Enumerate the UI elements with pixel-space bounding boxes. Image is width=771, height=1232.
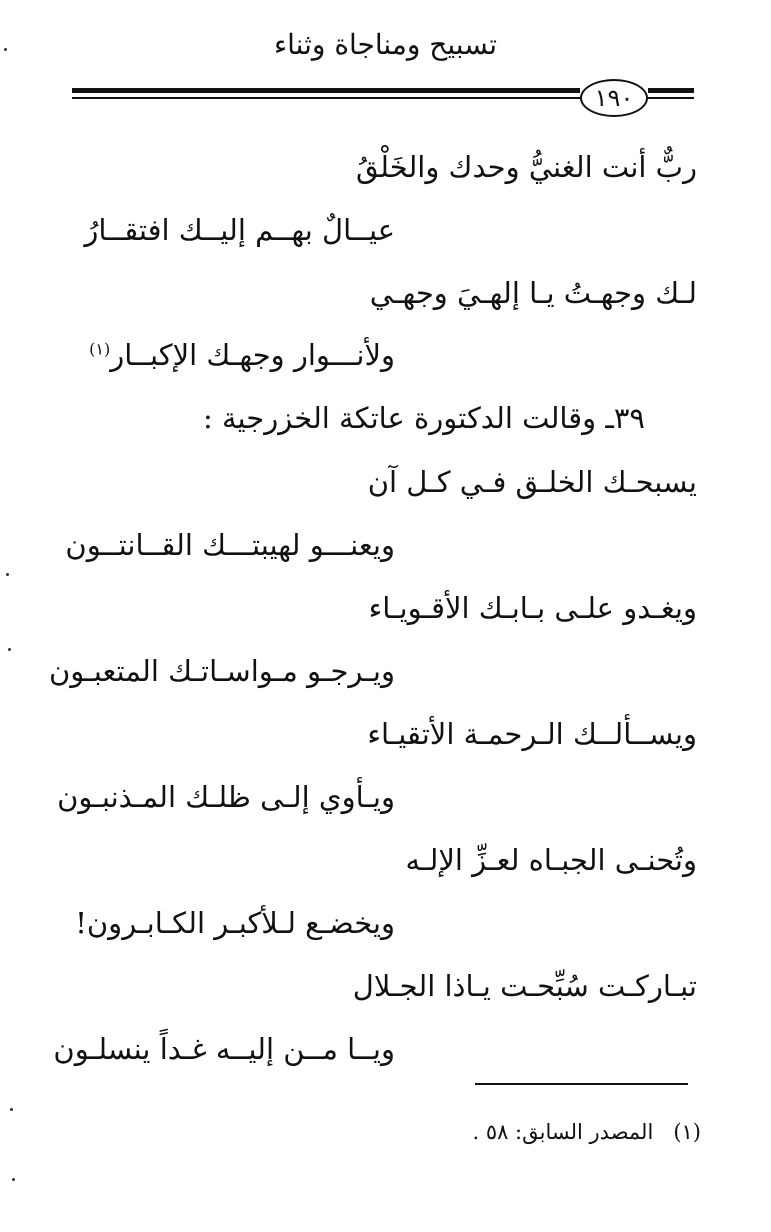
scan-speck: [8, 648, 11, 651]
verse-text: ولأنـــوار وجهـك الإكبــار: [110, 338, 395, 372]
verse-line: تبـاركـت سُبِّحـت يـاذا الجـلال: [352, 969, 697, 1003]
verse-line: ويـرجـو مـواسـاتـك المتعبـون: [48, 654, 395, 688]
verse-line: ويــا مــن إليــه غـداً ينسلـون: [53, 1032, 395, 1066]
footnote-marker: (١): [673, 1120, 701, 1144]
section-heading: ٣٩ـ وقالت الدكتورة عاتكة الخزرجية :: [203, 401, 645, 435]
scan-speck: [4, 48, 7, 51]
header-rule-right-thin: [648, 97, 694, 99]
header-rule-right-thick: [648, 88, 694, 93]
verse-line-with-footnote: [89, 338, 395, 372]
header-rule-thick: [72, 88, 580, 93]
verse-line: لـك وجهـتُ يـا إلهـيَ وجهـي: [369, 276, 697, 310]
scan-speck: [10, 1108, 13, 1111]
verse-line: وتُحنـى الجبـاه لعـزِّ الإلـه: [405, 843, 697, 877]
verse-line: ويـأوي إلـى ظلـك المـذنبـون: [57, 780, 395, 814]
verse-line: عيــالٌ بهــم إليــك افتقــارُ: [84, 213, 395, 247]
verse-line: ويخضـع لـلأكبـر الكـابـرون!: [75, 906, 395, 940]
footnote-reference: (١): [89, 339, 111, 359]
scan-speck: [6, 573, 9, 576]
verse-line: يسبحـك الخلـق فـي كـل آن: [367, 465, 697, 499]
verse-line: ويغـدو علـى بـابـك الأقـويـاء: [368, 591, 697, 625]
scan-speck: [12, 1178, 15, 1181]
footnote-separator: [475, 1083, 688, 1085]
footnote: [472, 1120, 701, 1144]
verse-line: ويســألــك الـرحمـة الأتقيـاء: [367, 717, 697, 751]
page-number: ١٩٠: [580, 79, 648, 117]
header-rule-thin: [72, 97, 580, 99]
footnote-text: المصدر السابق: ٥٨ .: [472, 1120, 654, 1144]
running-header: تسبيح ومناجاة وثناء: [273, 28, 497, 61]
verse-line: ويعنـــو لهيبتـــك القــانتــون: [65, 528, 395, 562]
verse-line: ربٌّ أنت الغنيُّ وحدك والخَلْقُ: [355, 150, 697, 184]
